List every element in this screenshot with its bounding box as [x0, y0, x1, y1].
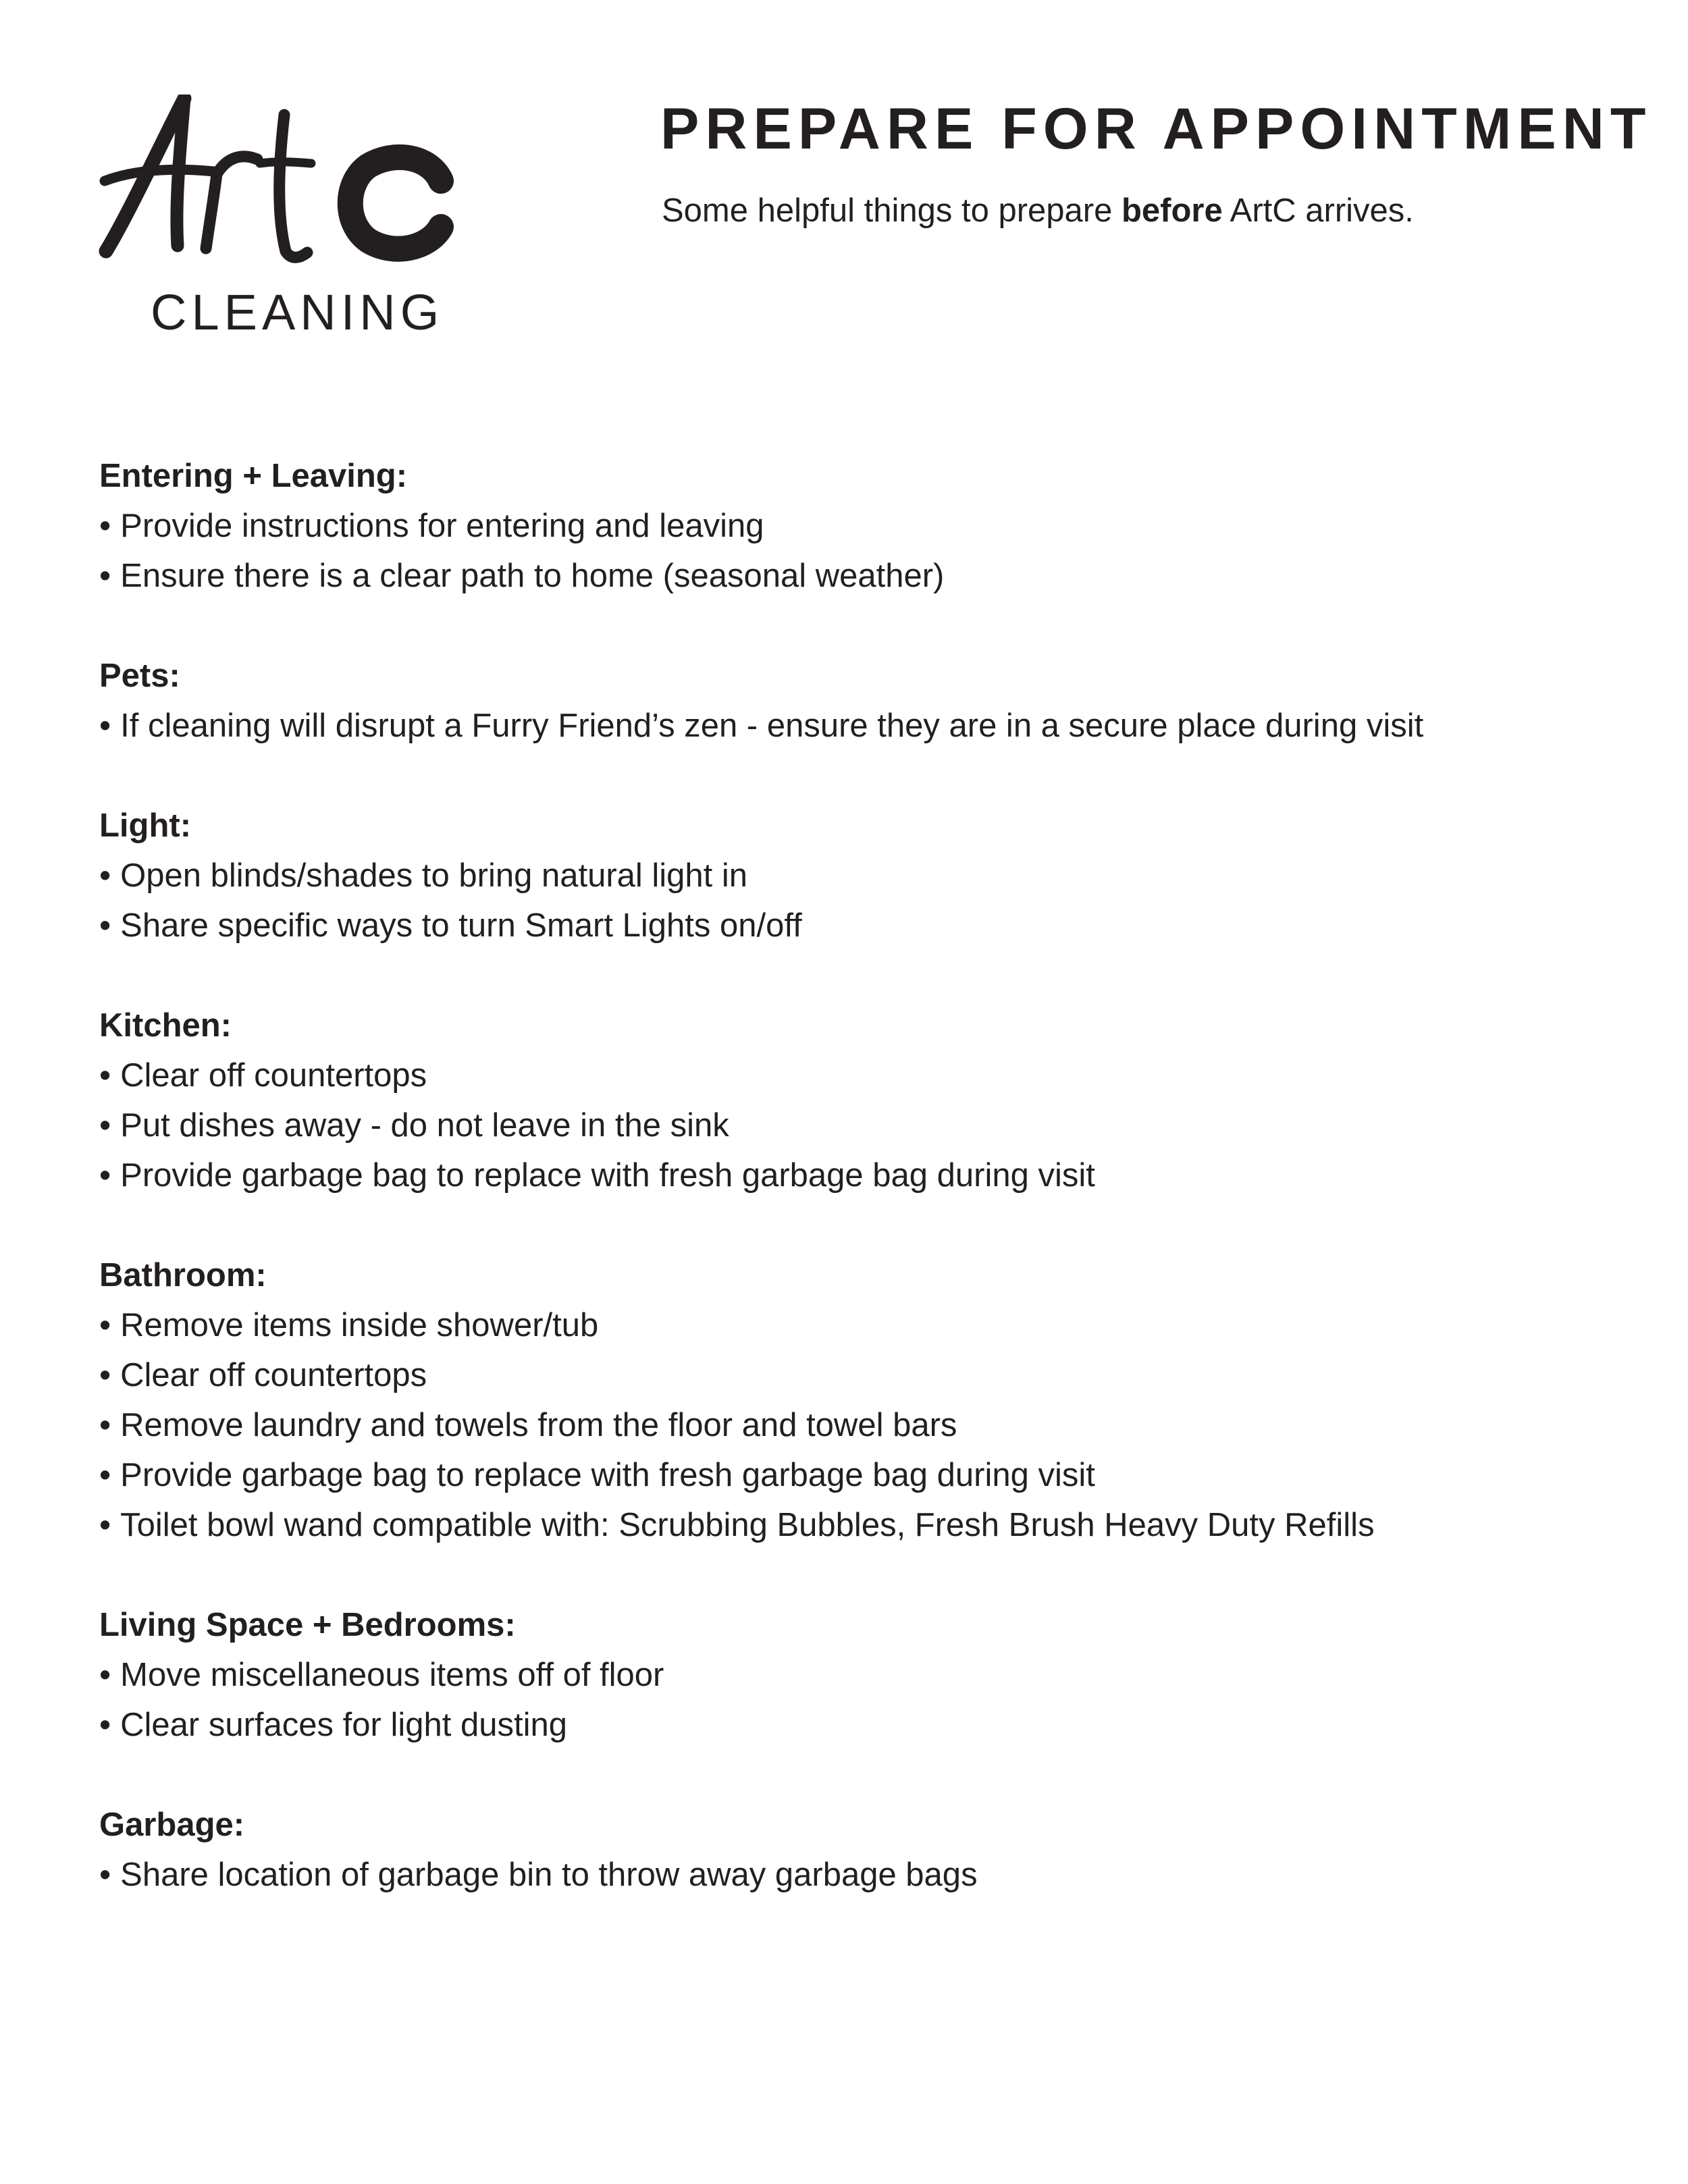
- list-item: [99, 1450, 1618, 1500]
- bullet: •: [99, 1707, 111, 1743]
- item-list: [99, 851, 1618, 951]
- item-text: Remove laundry and towels from the floor and towel bars: [120, 1407, 957, 1443]
- item-text: Clear off countertops: [120, 1357, 427, 1393]
- list-item: [99, 1100, 1618, 1150]
- list-item: [99, 1850, 1618, 1900]
- bullet: •: [99, 1657, 111, 1693]
- bullet: •: [99, 857, 111, 894]
- list-item: [99, 1500, 1618, 1550]
- item-text: Remove items inside shower/tub: [120, 1307, 599, 1343]
- subtitle-emphasis: before: [1121, 192, 1223, 229]
- bullet: •: [99, 1357, 111, 1393]
- bullet: •: [99, 1507, 111, 1543]
- section-entering-leaving: [99, 451, 1618, 601]
- item-list: [99, 1650, 1618, 1750]
- section-living-space-bedrooms: [99, 1600, 1618, 1750]
- bullet: •: [99, 708, 111, 744]
- bullet: •: [99, 1857, 111, 1893]
- item-text: Put dishes away - do not leave in the sink: [120, 1107, 729, 1144]
- item-text: Move miscellaneous items off of floor: [120, 1657, 664, 1693]
- section-title: Pets:: [99, 658, 180, 694]
- list-item: [99, 1700, 1618, 1750]
- item-text: Share location of garbage bin to throw away garbage bags: [120, 1857, 978, 1893]
- list-item: [99, 1650, 1618, 1700]
- bullet: •: [99, 1457, 111, 1493]
- list-item: [99, 551, 1618, 601]
- item-text: If cleaning will disrupt a Furry Friend’s zen - ensure they are in a secure place during visit: [120, 708, 1424, 744]
- item-text: Provide instructions for entering and leaving: [120, 508, 764, 544]
- item-list: [99, 701, 1618, 751]
- page-subtitle: [662, 192, 1414, 230]
- logo: [98, 95, 456, 338]
- bullet: •: [99, 907, 111, 944]
- list-item: [99, 1300, 1618, 1350]
- logo-subtitle: CLEANING: [151, 284, 444, 340]
- bullet: •: [99, 1407, 111, 1443]
- item-text: Clear surfaces for light dusting: [120, 1707, 567, 1743]
- item-text: Share specific ways to turn Smart Lights on/off: [120, 907, 802, 944]
- item-list: [99, 1050, 1618, 1200]
- list-item: [99, 1150, 1618, 1200]
- section-title: Light:: [99, 807, 192, 844]
- item-list: [99, 1850, 1618, 1900]
- item-list: [99, 1300, 1618, 1550]
- bullet: •: [99, 1057, 111, 1094]
- list-item: [99, 1050, 1618, 1100]
- item-text: Ensure there is a clear path to home (seasonal weather): [120, 558, 945, 594]
- section-garbage: [99, 1800, 1618, 1900]
- list-item: [99, 901, 1618, 951]
- page-title: PREPARE FOR APPOINTMENT: [660, 97, 1652, 161]
- bullet: •: [99, 508, 111, 544]
- item-text: Provide garbage bag to replace with fresh garbage bag during visit: [120, 1157, 1095, 1194]
- artc-wordmark-logo: [98, 95, 456, 263]
- bullet: •: [99, 1307, 111, 1343]
- subtitle-text-end: ArtC arrives.: [1222, 192, 1414, 229]
- bullet: •: [99, 1157, 111, 1194]
- list-item: [99, 501, 1618, 551]
- section-title: Kitchen:: [99, 1007, 232, 1044]
- section-kitchen: [99, 1001, 1618, 1200]
- item-text: Open blinds/shades to bring natural light in: [120, 857, 748, 894]
- item-text: Toilet bowl wand compatible with: Scrubbing Bubbles, Fresh Brush Heavy Duty Refills: [120, 1507, 1375, 1543]
- subtitle-text: Some helpful things to prepare: [662, 192, 1122, 229]
- section-light: [99, 801, 1618, 951]
- section-title: Bathroom:: [99, 1257, 267, 1294]
- list-item: [99, 851, 1618, 901]
- item-text: Clear off countertops: [120, 1057, 427, 1094]
- item-list: [99, 501, 1618, 601]
- list-item: [99, 701, 1618, 751]
- section-title: Garbage:: [99, 1807, 245, 1843]
- section-bathroom: [99, 1250, 1618, 1550]
- item-text: Provide garbage bag to replace with fresh garbage bag during visit: [120, 1457, 1095, 1493]
- section-title: Entering + Leaving:: [99, 458, 408, 494]
- checklist: [99, 451, 1618, 1950]
- bullet: •: [99, 558, 111, 594]
- bullet: •: [99, 1107, 111, 1144]
- section-pets: [99, 651, 1618, 751]
- section-title: Living Space + Bedrooms:: [99, 1607, 516, 1643]
- list-item: [99, 1400, 1618, 1450]
- list-item: [99, 1350, 1618, 1400]
